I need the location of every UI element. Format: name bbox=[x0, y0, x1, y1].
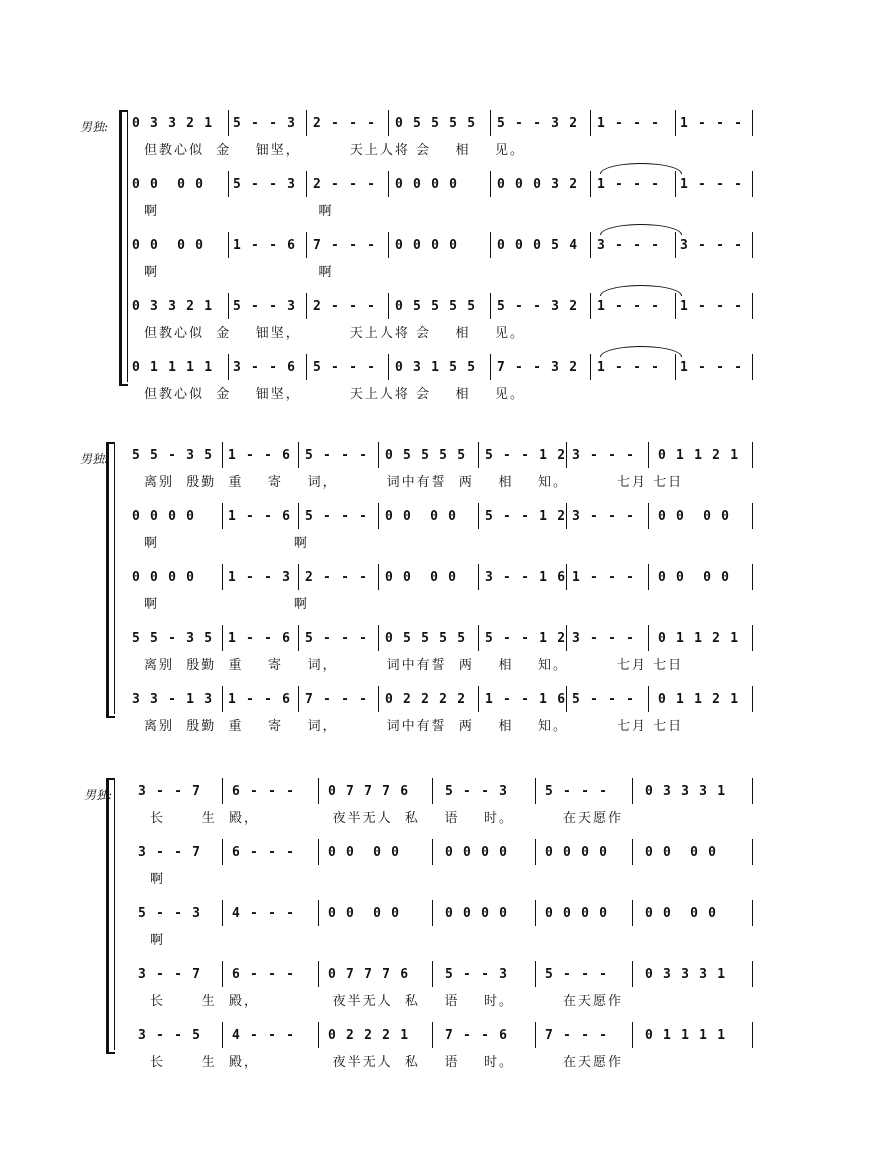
bar-line bbox=[228, 354, 229, 380]
measure-notes: 5 - - 3 bbox=[138, 906, 202, 921]
bar-line bbox=[478, 686, 479, 712]
lyric-line: 离别 殷勤 重 寄 词， 词中有誓 两 相 知。 七月 七日 bbox=[144, 719, 684, 734]
bar-line bbox=[222, 839, 223, 865]
lyric-line: 离别 殷勤 重 寄 词， 词中有誓 两 相 知。 七月 七日 bbox=[144, 658, 684, 673]
measure-notes: 3 - - 5 bbox=[138, 1028, 202, 1043]
bar-line bbox=[590, 171, 591, 197]
bar-line bbox=[752, 900, 753, 926]
measure-notes: 7 - - 3 2 bbox=[497, 360, 579, 375]
bar-line bbox=[675, 293, 676, 319]
measure-notes: 6 - - - bbox=[232, 845, 296, 860]
bar-line bbox=[432, 1022, 433, 1048]
bar-line bbox=[752, 564, 753, 590]
measure-notes: 0 0 0 0 bbox=[645, 845, 718, 860]
measure-notes: 0 5 5 5 5 bbox=[385, 631, 467, 646]
bar-line bbox=[752, 778, 753, 804]
bar-line bbox=[222, 442, 223, 468]
bar-line bbox=[752, 232, 753, 258]
measure-notes: 0 3 3 3 1 bbox=[645, 967, 727, 982]
bar-line bbox=[306, 232, 307, 258]
lyric-line: 啊 啊 bbox=[144, 536, 309, 551]
measure-notes: 5 - - 3 bbox=[445, 967, 509, 982]
measure-notes: 0 3 3 2 1 bbox=[132, 299, 214, 314]
bar-line bbox=[590, 354, 591, 380]
lyric-line: 但教心似 金 钿坚， 天上人将 会 相 见。 bbox=[144, 143, 526, 158]
bar-line bbox=[675, 110, 676, 136]
bar-line bbox=[298, 564, 299, 590]
measure-notes: 1 - - - bbox=[680, 299, 744, 314]
measure-notes: 0 0 0 0 bbox=[645, 906, 718, 921]
bar-line bbox=[648, 442, 649, 468]
measure-notes: 5 - - 3 bbox=[233, 299, 297, 314]
measure-notes: 5 - - 3 bbox=[233, 177, 297, 192]
bar-line bbox=[590, 110, 591, 136]
bar-line bbox=[490, 171, 491, 197]
bar-line bbox=[632, 961, 633, 987]
bar-line bbox=[535, 839, 536, 865]
measure-notes: 1 - - - bbox=[680, 177, 744, 192]
bar-line bbox=[222, 961, 223, 987]
system-line bbox=[114, 442, 115, 714]
lyric-line: 但教心似 金 钿坚， 天上人将 会 相 见。 bbox=[144, 387, 526, 402]
measure-notes: 0 1 1 2 1 bbox=[658, 448, 740, 463]
measure-notes: 3 - - - bbox=[597, 238, 661, 253]
measure-notes: 3 - - - bbox=[680, 238, 744, 253]
measure-notes: 5 - - - bbox=[545, 784, 609, 799]
tie-arc bbox=[600, 346, 682, 357]
bar-line bbox=[298, 503, 299, 529]
bar-line bbox=[535, 900, 536, 926]
measure-notes: 0 0 0 0 bbox=[545, 906, 609, 921]
measure-notes: 0 0 0 0 bbox=[658, 509, 731, 524]
measure-notes: 4 - - - bbox=[232, 1028, 296, 1043]
bar-line bbox=[632, 839, 633, 865]
measure-notes: 3 - - 7 bbox=[138, 967, 202, 982]
measure-notes: 0 0 0 0 bbox=[445, 906, 509, 921]
measure-notes: 1 - - 6 bbox=[228, 692, 292, 707]
bar-line bbox=[318, 961, 319, 987]
bar-line bbox=[306, 110, 307, 136]
measure-notes: 5 - - - bbox=[572, 692, 636, 707]
measure-notes: 0 2 2 2 1 bbox=[328, 1028, 410, 1043]
lyric-line: 啊 啊 bbox=[144, 204, 334, 219]
measure-notes: 0 0 0 0 bbox=[328, 906, 401, 921]
measure-notes: 0 1 1 1 1 bbox=[132, 360, 214, 375]
measure-notes: 1 - - - bbox=[572, 570, 636, 585]
bar-line bbox=[752, 961, 753, 987]
measure-notes: 0 5 5 5 5 bbox=[395, 116, 477, 131]
bar-line bbox=[648, 503, 649, 529]
bar-line bbox=[490, 293, 491, 319]
measure-notes: 2 - - - bbox=[313, 116, 377, 131]
measure-notes: 3 - - 7 bbox=[138, 784, 202, 799]
bar-line bbox=[648, 564, 649, 590]
measure-notes: 0 0 0 0 bbox=[132, 509, 196, 524]
measure-notes: 5 - - 1 2 bbox=[485, 631, 567, 646]
measure-notes: 3 3 - 1 3 bbox=[132, 692, 214, 707]
measure-notes: 0 7 7 7 6 bbox=[328, 784, 410, 799]
bar-line bbox=[378, 442, 379, 468]
measure-notes: 6 - - - bbox=[232, 784, 296, 799]
measure-notes: 2 - - - bbox=[313, 299, 377, 314]
bar-line bbox=[478, 442, 479, 468]
bar-line bbox=[222, 686, 223, 712]
bar-line bbox=[222, 503, 223, 529]
measure-notes: 7 - - - bbox=[305, 692, 369, 707]
part-label: 男独: bbox=[84, 788, 113, 802]
system-line bbox=[127, 110, 128, 382]
measure-notes: 5 - - - bbox=[305, 448, 369, 463]
measure-notes: 5 5 - 3 5 bbox=[132, 631, 214, 646]
bar-line bbox=[535, 961, 536, 987]
bar-line bbox=[378, 686, 379, 712]
bar-line bbox=[535, 778, 536, 804]
measure-notes: 1 - - 6 bbox=[233, 238, 297, 253]
measure-notes: 1 - - - bbox=[680, 360, 744, 375]
measure-notes: 1 - - - bbox=[597, 177, 661, 192]
measure-notes: 5 - - 1 2 bbox=[485, 509, 567, 524]
bar-line bbox=[490, 354, 491, 380]
measure-notes: 0 0 0 3 2 bbox=[497, 177, 579, 192]
system-line bbox=[114, 778, 115, 1050]
bar-line bbox=[648, 686, 649, 712]
measure-notes: 5 - - 3 2 bbox=[497, 299, 579, 314]
bar-line bbox=[378, 564, 379, 590]
part-label: 男独: bbox=[80, 120, 109, 134]
measure-notes: 7 - - 6 bbox=[445, 1028, 509, 1043]
measure-notes: 0 0 0 0 bbox=[132, 238, 205, 253]
measure-notes: 0 2 2 2 2 bbox=[385, 692, 467, 707]
measure-notes: 0 0 0 0 bbox=[395, 177, 459, 192]
bar-line bbox=[752, 503, 753, 529]
measure-notes: 2 - - - bbox=[313, 177, 377, 192]
bar-line bbox=[388, 110, 389, 136]
bar-line bbox=[632, 900, 633, 926]
measure-notes: 0 0 0 0 bbox=[385, 570, 458, 585]
bar-line bbox=[432, 839, 433, 865]
measure-notes: 5 - - - bbox=[313, 360, 377, 375]
measure-notes: 7 - - - bbox=[545, 1028, 609, 1043]
bar-line bbox=[318, 1022, 319, 1048]
bar-line bbox=[228, 171, 229, 197]
measure-notes: 0 0 0 0 bbox=[132, 570, 196, 585]
bar-line bbox=[648, 625, 649, 651]
measure-notes: 0 5 5 5 5 bbox=[395, 299, 477, 314]
lyric-line: 啊 啊 bbox=[144, 597, 309, 612]
measure-notes: 0 0 0 0 bbox=[658, 570, 731, 585]
bar-line bbox=[752, 110, 753, 136]
lyric-line: 长 生 殿， 夜半无人 私 语 时。 在天愿作 bbox=[150, 994, 624, 1009]
bar-line bbox=[228, 110, 229, 136]
bar-line bbox=[318, 900, 319, 926]
bar-line bbox=[388, 354, 389, 380]
lyric-line: 啊 bbox=[150, 933, 166, 948]
bar-line bbox=[228, 293, 229, 319]
measure-notes: 0 5 5 5 5 bbox=[385, 448, 467, 463]
bar-line bbox=[478, 564, 479, 590]
measure-notes: 1 - - 6 bbox=[228, 448, 292, 463]
bar-line bbox=[306, 293, 307, 319]
measure-notes: 5 - - 3 2 bbox=[497, 116, 579, 131]
measure-notes: 0 1 1 1 1 bbox=[645, 1028, 727, 1043]
bar-line bbox=[675, 171, 676, 197]
measure-notes: 1 - - 1 6 bbox=[485, 692, 567, 707]
bar-line bbox=[478, 625, 479, 651]
part-label: 男独: bbox=[80, 452, 109, 466]
bar-line bbox=[490, 232, 491, 258]
bar-line bbox=[490, 110, 491, 136]
tie-arc bbox=[600, 224, 682, 235]
bar-line bbox=[378, 625, 379, 651]
measure-notes: 1 - - - bbox=[597, 116, 661, 131]
measure-notes: 6 - - - bbox=[232, 967, 296, 982]
tie-arc bbox=[600, 163, 682, 174]
lyric-line: 啊 bbox=[150, 872, 166, 887]
bar-line bbox=[318, 778, 319, 804]
measure-notes: 0 1 1 2 1 bbox=[658, 631, 740, 646]
measure-notes: 3 - - 7 bbox=[138, 845, 202, 860]
measure-notes: 3 - - - bbox=[572, 631, 636, 646]
measure-notes: 1 - - 6 bbox=[228, 509, 292, 524]
measure-notes: 3 - - 1 6 bbox=[485, 570, 567, 585]
bar-line bbox=[298, 686, 299, 712]
measure-notes: 0 3 1 5 5 bbox=[395, 360, 477, 375]
measure-notes: 5 5 - 3 5 bbox=[132, 448, 214, 463]
bar-line bbox=[222, 625, 223, 651]
bar-line bbox=[222, 564, 223, 590]
measure-notes: 3 - - - bbox=[572, 509, 636, 524]
bar-line bbox=[632, 778, 633, 804]
measure-notes: 0 0 0 0 bbox=[395, 238, 459, 253]
measure-notes: 1 - - 3 bbox=[228, 570, 292, 585]
measure-notes: 0 1 1 2 1 bbox=[658, 692, 740, 707]
measure-notes: 0 7 7 7 6 bbox=[328, 967, 410, 982]
measure-notes: 5 - - 3 bbox=[233, 116, 297, 131]
measure-notes: 0 0 0 0 bbox=[385, 509, 458, 524]
bar-line bbox=[752, 171, 753, 197]
bar-line bbox=[632, 1022, 633, 1048]
bar-line bbox=[298, 625, 299, 651]
bar-line bbox=[388, 171, 389, 197]
measure-notes: 0 0 0 0 bbox=[328, 845, 401, 860]
bar-line bbox=[752, 442, 753, 468]
bar-line bbox=[535, 1022, 536, 1048]
measure-notes: 0 0 0 5 4 bbox=[497, 238, 579, 253]
measure-notes: 0 0 0 0 bbox=[445, 845, 509, 860]
bar-line bbox=[306, 354, 307, 380]
lyric-line: 离别 殷勤 重 寄 词， 词中有誓 两 相 知。 七月 七日 bbox=[144, 475, 684, 490]
lyric-line: 长 生 殿， 夜半无人 私 语 时。 在天愿作 bbox=[150, 1055, 624, 1070]
bar-line bbox=[752, 625, 753, 651]
measure-notes: 0 3 3 3 1 bbox=[645, 784, 727, 799]
tie-arc bbox=[600, 285, 682, 296]
bar-line bbox=[388, 232, 389, 258]
bar-line bbox=[388, 293, 389, 319]
measure-notes: 0 0 0 0 bbox=[545, 845, 609, 860]
bar-line bbox=[298, 442, 299, 468]
measure-notes: 1 - - 6 bbox=[228, 631, 292, 646]
measure-notes: 1 - - - bbox=[597, 360, 661, 375]
measure-notes: 0 3 3 2 1 bbox=[132, 116, 214, 131]
bar-line bbox=[675, 354, 676, 380]
bar-line bbox=[675, 232, 676, 258]
measure-notes: 4 - - - bbox=[232, 906, 296, 921]
measure-notes: 5 - - - bbox=[305, 509, 369, 524]
bar-line bbox=[752, 686, 753, 712]
measure-notes: 5 - - - bbox=[545, 967, 609, 982]
measure-notes: 2 - - - bbox=[305, 570, 369, 585]
bar-line bbox=[222, 900, 223, 926]
bar-line bbox=[318, 839, 319, 865]
lyric-line: 长 生 殿， 夜半无人 私 语 时。 在天愿作 bbox=[150, 811, 624, 826]
bar-line bbox=[222, 1022, 223, 1048]
lyric-line: 啊 啊 bbox=[144, 265, 334, 280]
bar-line bbox=[478, 503, 479, 529]
measure-notes: 5 - - - bbox=[305, 631, 369, 646]
measure-notes: 3 - - 6 bbox=[233, 360, 297, 375]
bar-line bbox=[752, 839, 753, 865]
bar-line bbox=[222, 778, 223, 804]
measure-notes: 5 - - 1 2 bbox=[485, 448, 567, 463]
bar-line bbox=[432, 961, 433, 987]
bar-line bbox=[752, 293, 753, 319]
measure-notes: 7 - - - bbox=[313, 238, 377, 253]
bar-line bbox=[590, 293, 591, 319]
bar-line bbox=[228, 232, 229, 258]
bar-line bbox=[590, 232, 591, 258]
lyric-line: 但教心似 金 钿坚， 天上人将 会 相 见。 bbox=[144, 326, 526, 341]
bar-line bbox=[432, 900, 433, 926]
measure-notes: 5 - - 3 bbox=[445, 784, 509, 799]
bar-line bbox=[752, 1022, 753, 1048]
bar-line bbox=[306, 171, 307, 197]
bar-line bbox=[752, 354, 753, 380]
measure-notes: 1 - - - bbox=[680, 116, 744, 131]
measure-notes: 0 0 0 0 bbox=[132, 177, 205, 192]
bar-line bbox=[378, 503, 379, 529]
bar-line bbox=[432, 778, 433, 804]
measure-notes: 1 - - - bbox=[597, 299, 661, 314]
measure-notes: 3 - - - bbox=[572, 448, 636, 463]
